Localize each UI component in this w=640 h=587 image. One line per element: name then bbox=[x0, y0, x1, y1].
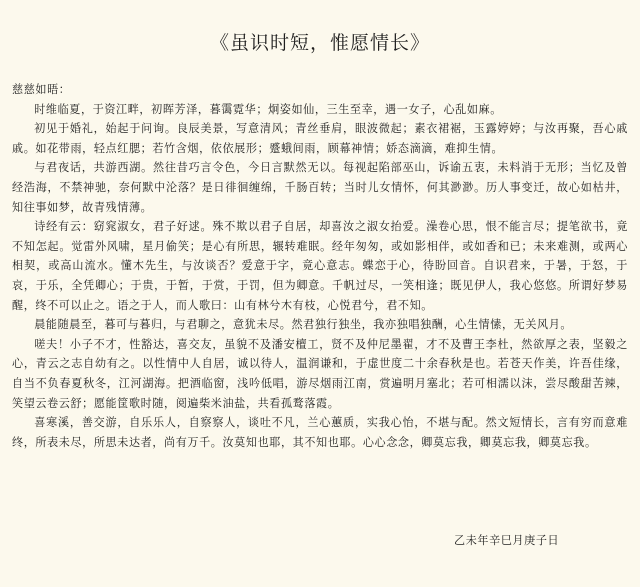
letter-paragraph-7: 喜寒溪，善交游，自乐乐人，自察察人，谈吐不凡，兰心蕙质，实我心怡，不堪与配。然文短情长，言有穷而意难终，所表未尽，所思未达者，尚有万千。汝莫知也耶，其不知也耶。心心念念，卿莫忘我，卿莫忘我，卿莫忘我。 bbox=[12, 416, 628, 449]
letter-paragraph-2: 初见于婚礼，始起于问询。良辰美景，写意清风；青丝垂肩，眼波微起；素衣裙裾，玉露婷婷；与汝再聚，吾心戚戚。如花带雨，轻点红腮；若竹含烟，依依展形；蹙蛾间雨，顾幕神情；娇态滴滴，难抑生情。 bbox=[12, 122, 628, 155]
letter-body bbox=[12, 80, 628, 452]
letter-paragraph-4: 诗经有云：窈窕淑女，君子好逑。殊不欺以君子自居，却喜汝之淑女抬爱。澡卷心思，恨不能言尽；提笔欲书，竟不知怎起。觉雷外风啸，星月偷笑；是心有所思，辗转难眠。经年匆匆，或如影相伴，或如香和已；未来难测，或两心相契，或高山流水。懂木先生，与汝谈否？爱意于字，竟心意志。蝶恋于心，待盼回音。自识君来，于暑，于怒，于哀，于乐，全凭卿心；于贵，于暂，于赏，于罚，但为卿意。千帆过尽，一笑相逢；既见伊人，我心悠悠。所谓好梦易醒，终不可以止之。语之于人，而人歌曰：山有林兮木有枝，心悦君兮，君不知。 bbox=[12, 220, 628, 312]
letter-greeting: 慈慈如晤： bbox=[12, 83, 71, 96]
letter-signature-date: 乙未年辛巳月庚子日 bbox=[454, 534, 560, 547]
letter-paragraph-6: 嗟夫！小子不才，性豁达，喜交友，虽貌不及潘安檀工，贤不及仲尼墨翟，才不及曹王李杜，然欲厚之表，坚毅之心，青云之志自幼有之。以性情中人自居，诚以待人，温润谦和，于虚世度二十余春秋是也。若苍天作美，许吾佳缘，自当不负春夏秋冬，江河湖海。把酒临窗，浅吟低唱，游尽烟雨江南，赏遍明月塞北；若可相濡以沫，尝尽酸甜苦辣，笑望云卷云舒；愿能筐歌时随，阅遍柴米油盐，共看孤鹜落霞。 bbox=[12, 337, 628, 410]
letter-paragraph-3: 与君夜话，共游西湖。然往昔巧言令色，今日言默然无以。每视起陷部巫山，诉谕五衷，未料消于无形；当忆及曾经浩海，不禁神驰，奈何默中沦落？是日徘徊缠绵，千肠百转；当时儿女情怀，何其渺渺。历人事变迁，故心如枯井，知往事如梦，故青残情薄。 bbox=[12, 161, 628, 214]
letter-paragraph-5: 晨能随晨至，暮可与暮归，与君聊之，意犹未尽。然君独行独坐，我亦独唱独酬，心生情愫，无关风月。 bbox=[34, 318, 573, 332]
letter-paragraph-1: 时维临夏，于资江畔，初晖芳泽，暮霭霓华；炯姿如仙，三生至幸，遇一女子，心乱如麻。 bbox=[34, 102, 502, 116]
letter-title: 《虽识时短，惟愿情长》 bbox=[209, 32, 430, 54]
